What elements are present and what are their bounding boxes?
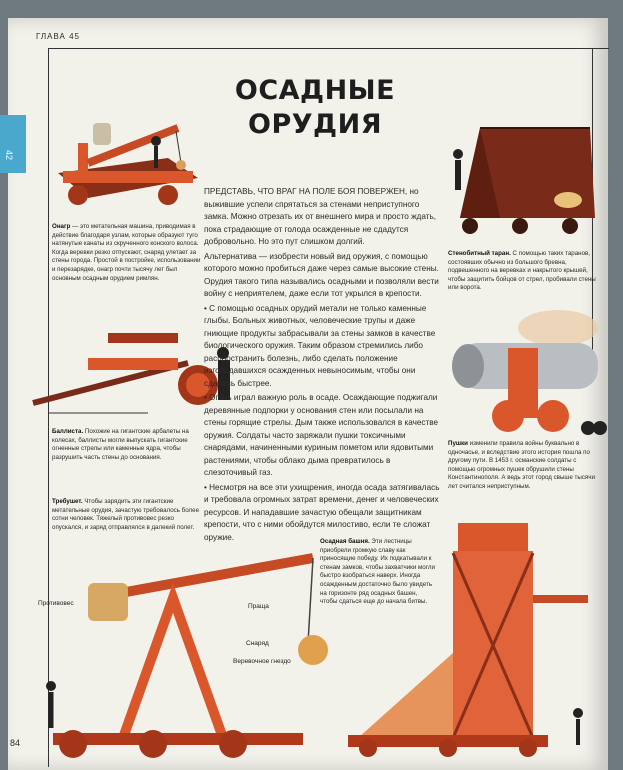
- caption-ballista: [52, 428, 202, 462]
- page-number: 84: [10, 738, 21, 748]
- caption-term: Баллиста.: [52, 428, 84, 435]
- article-paragraph: • С помощью осадных орудий метали не только каменные глыбы. Больных животных, человеческие трупы и даже гниющие продукты забрасывали за стены замков в качестве биологического оружия. Таким образом стремились либо распространить болезнь, либо сделать положение изголодавшихся осажденных невыносимым, чтобы они сдались быстрее.: [204, 303, 436, 388]
- label-counterweight: Противовес: [38, 600, 74, 607]
- caption-text: Чтобы зарядить эти гигантские метательные орудия, зачастую требовалось более сотни человек. Тяжелый противовес резко опускался, и заряд отправлялся в далекий полет.: [52, 498, 200, 531]
- cannon-illustration: [438, 288, 608, 438]
- caption-text: Эти лестницы приобрели громкую славу как приносящие победу. Их подкатывали к стенам замков, чтобы захватчики могли быстро взобраться наверх. Иногда осажденным достаточно было увидеть на горизонте ряд осадных башен, чтобы сдаться еще до начала битвы.: [320, 538, 435, 606]
- book-page: [8, 18, 608, 770]
- label-rope-socket: Веревочное гнездо: [233, 658, 291, 665]
- caption-tower: [320, 538, 435, 607]
- article-paragraph: • Несмотря на все эти ухищрения, иногда осада затягивалась и требовала огромных затрат времени, денег и человеческих ресурсов. И нападавшие зачастую обещали защитникам крепости, что с ними обойдутся милостиво, если те сложат оружие.: [204, 482, 440, 542]
- article-paragraph: • Огонь играл важную роль в осаде. Осаждающие поджигали деревянные подпорки у основания стен или посылали на стены горящие стрелы. Дым также использовался в качестве оружия. Солдаты часто заряжали пушки токсичными снарядами, начиненными куриным пометом или ядовитыми растениями, чтобы облако дыма превратилось в слезоточивый газ.: [204, 393, 439, 477]
- caption-cannon: [448, 440, 598, 492]
- caption-text: С помощью таких таранов, состоявших обычно из большого бревна, подвешенного на веревках и накрытого крышей, чтобы защитить бойцов от стрел, пробивали стены или ворота.: [448, 250, 596, 292]
- caption-text: — это метательная машина, приводимая в действие благодаря узлам, которые образуют туго натянутые канаты из скрученного конского волоса. Когда веревки резко отпускают, снаряд улетает за стены города. Простой в постройке, использовании и перезарядке, онагр почти тысячу лет был основным осадным орудием римлян.: [52, 223, 201, 282]
- label-projectile: Снаряд: [246, 640, 269, 647]
- caption-term: Стенобитный таран.: [448, 250, 511, 257]
- caption-term: Пушки: [448, 440, 468, 447]
- caption-onager: [52, 223, 202, 283]
- chapter-side-tab: [0, 115, 26, 173]
- ram-illustration: [440, 108, 600, 248]
- onager-illustration: [48, 103, 208, 213]
- caption-term: Требушет.: [52, 498, 83, 505]
- title-line-2: ОРУДИЯ: [248, 109, 382, 140]
- caption-text: изменили правила войны буквально в одночасье, и вследствие этого история пошла по другому пути. В 1453 г. османские солдаты с помощью огромных пушек обрушили стены Константинополя. А ведь этот город свыше тысячи лет считался неприступным.: [448, 440, 595, 490]
- caption-term: Онагр: [52, 223, 71, 230]
- page-title: [230, 74, 400, 142]
- label-sling: Праща: [248, 603, 269, 610]
- title-line-1: ОСАДНЫЕ: [234, 75, 396, 106]
- caption-ram: [448, 250, 598, 293]
- caption-text: Похожие на гигантские арбалеты на колесах, баллисты могли выпускать гигантские огненные стрелы или каменные ядра, чтобы разрушить часть стены до основания.: [52, 428, 189, 461]
- caption-term: Осадная башня.: [320, 538, 370, 545]
- article-paragraph: ПРЕДСТАВЬ, ЧТО ВРАГ НА ПОЛЕ БОЯ ПОВЕРЖЕН, но выжившие успели спрятаться за стенами неприступного замка. Можно отрезать их от внешнего мира и просто ждать, пока страдающие от голода осажденные не сдадутся добровольно. Но это пут слишком долгий.: [204, 187, 436, 246]
- article-paragraph: Альтернатива — изобрести новый вид оружия, с помощью которого можно пробиться даже через самые высокие стены. Орудия такого типа назывались осадными и позволяли вести войну с неприятелем, даже если тот укрылся в крепости.: [204, 251, 439, 298]
- trebuchet-illustration: [33, 538, 353, 763]
- side-tab-number: 42: [4, 149, 15, 161]
- caption-trebuchet: [52, 498, 202, 532]
- chapter-label: ГЛАВА 45: [36, 32, 80, 41]
- main-article: [204, 186, 444, 546]
